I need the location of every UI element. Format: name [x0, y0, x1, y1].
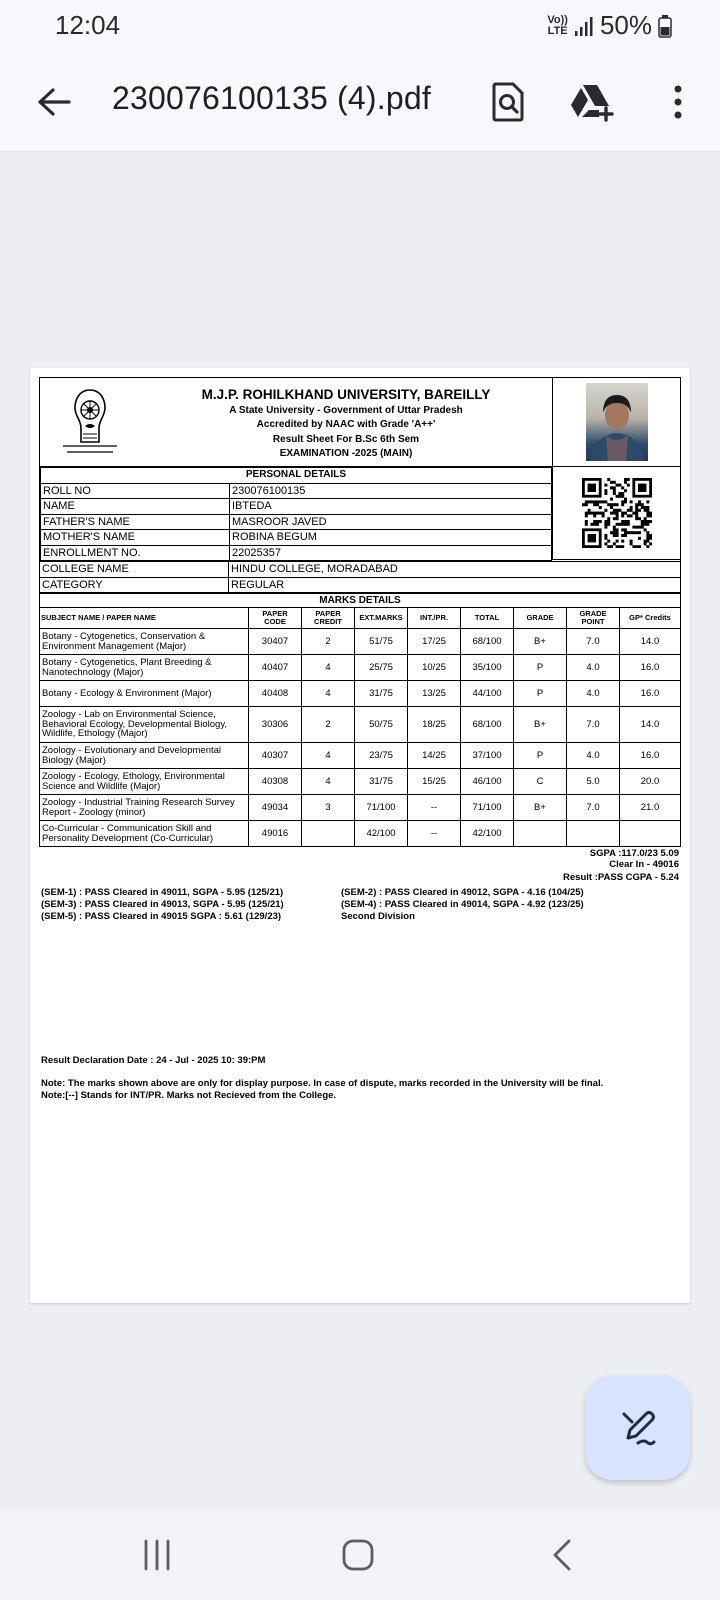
paper-code-cell: 40408 [249, 681, 302, 707]
subject-cell: Zoology - Ecology, Ethology, Environmental Science and Wildlife (Major) [40, 769, 249, 795]
int-pr-cell: 14/25 [408, 743, 461, 769]
ext-marks-cell: 25/75 [355, 655, 408, 681]
file-title: 230076100135 (4).pdf [112, 80, 431, 116]
note-line: Note:[--] Stands for INT/PR. Marks not Recieved from the College. [41, 1090, 337, 1101]
paper-code-cell: 49034 [249, 795, 302, 821]
home-icon [341, 1538, 375, 1572]
result-sheet-title: Result Sheet For B.Sc 6th Sem [272, 433, 420, 445]
search-in-document-icon [491, 82, 525, 122]
pdf-page[interactable] [30, 368, 690, 1303]
grade-point-cell: 7.0 [567, 629, 620, 655]
signal-icon [574, 15, 594, 37]
table-row [40, 681, 681, 707]
paper-code-cell: 40407 [249, 655, 302, 681]
paper-code-cell: 40308 [249, 769, 302, 795]
table-row [41, 514, 552, 530]
field-value: IBTEDA [230, 499, 552, 515]
field-value: MASROOR JAVED [230, 514, 552, 530]
document-header [39, 377, 681, 467]
header-paper-code: PAPER CODE [249, 608, 302, 629]
paper-credit-cell: 4 [302, 681, 355, 707]
paper-credit-cell: 2 [302, 707, 355, 743]
grade-point-cell: 4.0 [567, 743, 620, 769]
total-cell: 37/100 [461, 743, 514, 769]
ext-marks-cell: 51/75 [355, 629, 408, 655]
notes [39, 1078, 681, 1102]
field-label: NAME [41, 499, 230, 515]
semester-column-left [41, 887, 341, 923]
table-row [41, 545, 552, 561]
ext-marks-cell: 42/100 [355, 821, 408, 847]
int-pr-cell: 10/25 [408, 655, 461, 681]
paper-credit-cell: 3 [302, 795, 355, 821]
gp-credits-cell: 21.0 [620, 795, 681, 821]
save-to-drive-button[interactable] [566, 76, 618, 128]
grade-cell: P [514, 681, 567, 707]
table-row [40, 629, 681, 655]
grade-point-cell [567, 821, 620, 847]
subject-cell: Botany - Cytogenetics, Conservation & Environment Management (Major) [40, 629, 249, 655]
grade-point-cell: 4.0 [567, 655, 620, 681]
ext-marks-cell: 50/75 [355, 707, 408, 743]
table-row [40, 562, 681, 578]
university-subtitle: A State University - Government of Uttar Pradesh [229, 404, 463, 416]
semester-column-right [341, 887, 641, 923]
edit-pen-icon [618, 1408, 658, 1448]
int-pr-cell: -- [408, 795, 461, 821]
semester-line: (SEM-5) : PASS Cleared in 49015 SGPA : 5.61 (129/23) [41, 911, 282, 922]
gp-credits-cell: 16.0 [620, 743, 681, 769]
grade-point-cell: 7.0 [567, 795, 620, 821]
subject-cell: Zoology - Evolutionary and Developmental Biology (Major) [40, 743, 249, 769]
paper-code-cell: 49016 [249, 821, 302, 847]
back-icon [551, 1538, 573, 1572]
table-row [41, 499, 552, 515]
grade-point-cell: 7.0 [567, 707, 620, 743]
result-summary [39, 848, 681, 883]
note-line: Note: The marks shown above are only for display purpose. In case of dispute, marks recorded in the University will be final. [41, 1078, 604, 1089]
volte-indicator: Vo)) LTE [547, 13, 568, 37]
paper-credit-cell: 4 [302, 743, 355, 769]
paper-credit-cell: 2 [302, 629, 355, 655]
division: Second Division [341, 911, 415, 922]
grade-cell: P [514, 655, 567, 681]
header-gp-credits: GP* Credits [620, 608, 681, 629]
more-vert-icon [673, 84, 683, 120]
header-int-pr: INT./PR. [408, 608, 461, 629]
paper-code-cell: 40307 [249, 743, 302, 769]
student-photo-cell [552, 378, 680, 466]
table-row [40, 577, 681, 593]
gp-credits-cell: 16.0 [620, 681, 681, 707]
semester-line: (SEM-1) : PASS Cleared in 49011, SGPA - 5.95 (125/21) [41, 887, 284, 898]
marks-table [39, 607, 681, 847]
grade-cell: B+ [514, 795, 567, 821]
more-options-button[interactable] [652, 76, 704, 128]
header-grade: GRADE [514, 608, 567, 629]
int-pr-cell: -- [408, 821, 461, 847]
grade-cell: B+ [514, 707, 567, 743]
semester-history [39, 887, 681, 923]
battery-percent: 50% [599, 10, 652, 40]
drive-add-icon [569, 82, 615, 122]
edit-fab-button[interactable] [585, 1375, 690, 1480]
field-value: 22025357 [230, 545, 552, 561]
table-row [41, 483, 552, 499]
total-cell: 35/100 [461, 655, 514, 681]
status-bar [0, 0, 720, 52]
ext-marks-cell: 23/75 [355, 743, 408, 769]
marks-details-title: MARKS DETAILS [39, 593, 681, 607]
paper-credit-cell [302, 821, 355, 847]
field-label: CATEGORY [40, 577, 229, 593]
recent-apps-icon [142, 1539, 172, 1571]
table-row [40, 795, 681, 821]
header-subject: SUBJECT NAME / PAPER NAME [40, 608, 249, 629]
field-label: COLLEGE NAME [40, 562, 229, 578]
navigation-bar [0, 1510, 720, 1600]
subject-cell: Zoology - Industrial Training Research Survey Report - Zoology (minor) [40, 795, 249, 821]
total-cell: 68/100 [461, 707, 514, 743]
clear-in: Clear In - 49016 [609, 859, 679, 870]
back-button[interactable] [30, 78, 78, 126]
table-row [40, 707, 681, 743]
field-value: REGULAR [229, 577, 681, 593]
total-cell: 68/100 [461, 629, 514, 655]
field-label: ENROLLMENT NO. [41, 545, 230, 561]
nav-back-button[interactable] [532, 1530, 592, 1580]
status-indicators [547, 10, 672, 41]
status-time: 12:04 [55, 10, 121, 40]
student-photo [586, 383, 648, 461]
qr-code [582, 478, 652, 548]
subject-cell: Co-Curricular - Communication Skill and Personality Development (Co-Curricular) [40, 821, 249, 847]
examination: EXAMINATION -2025 (MAIN) [279, 448, 413, 459]
qr-code-cell [552, 467, 680, 560]
accreditation: Accredited by NAAC with Grade 'A++' [256, 419, 436, 430]
gp-credits-cell: 20.0 [620, 769, 681, 795]
gp-credits-cell: 14.0 [620, 629, 681, 655]
ext-marks-cell: 31/75 [355, 769, 408, 795]
field-label: FATHER'S NAME [41, 514, 230, 530]
int-pr-cell: 15/25 [408, 769, 461, 795]
grade-cell: B+ [514, 629, 567, 655]
total-cell: 42/100 [461, 821, 514, 847]
grade-cell: P [514, 743, 567, 769]
ext-marks-cell: 31/75 [355, 681, 408, 707]
total-cell: 71/100 [461, 795, 514, 821]
paper-code-cell: 30407 [249, 629, 302, 655]
field-value: HINDU COLLEGE, MORADABAD [229, 562, 681, 578]
table-row [40, 655, 681, 681]
header-grade-point: GRADE POINT [567, 608, 620, 629]
field-label: ROLL NO [41, 483, 230, 499]
app-bar [0, 52, 720, 152]
gp-credits-cell: 14.0 [620, 707, 681, 743]
semester-line: (SEM-2) : PASS Cleared in 49012, SGPA - 4.16 (104/25) [341, 887, 584, 898]
result-sheet [39, 377, 681, 1102]
sgpa: SGPA :117.0/23 5.09 [589, 848, 679, 859]
header-ext-marks: EXT.MARKS [355, 608, 408, 629]
gp-credits-cell: 16.0 [620, 655, 681, 681]
subject-cell: Botany - Cytogenetics, Plant Breeding & Nanotechnology (Major) [40, 655, 249, 681]
back-arrow-icon [37, 87, 71, 117]
int-pr-cell: 13/25 [408, 681, 461, 707]
semester-line: (SEM-4) : PASS Cleared in 49014, SGPA - 4.92 (123/25) [341, 899, 584, 910]
header-paper-credit: PAPER CREDIT [302, 608, 355, 629]
table-row [40, 821, 681, 847]
find-in-document-button[interactable] [482, 76, 534, 128]
university-name: M.J.P. ROHILKHAND UNIVERSITY, BAREILLY [201, 387, 491, 402]
total-cell: 46/100 [461, 769, 514, 795]
total-cell: 44/100 [461, 681, 514, 707]
int-pr-cell: 18/25 [408, 707, 461, 743]
university-logo [40, 378, 140, 466]
grade-point-cell: 5.0 [567, 769, 620, 795]
paper-credit-cell: 4 [302, 769, 355, 795]
subject-cell: Zoology - Lab on Environmental Science, Behavioral Ecology, Developmental Biology, Wildlife, Ethology (Major) [40, 707, 249, 743]
marks-body [40, 629, 681, 847]
paper-credit-cell: 4 [302, 655, 355, 681]
paper-code-cell: 30306 [249, 707, 302, 743]
table-row [41, 530, 552, 546]
result-cgpa: Result :PASS CGPA - 5.24 [563, 872, 679, 883]
declaration-date: Result Declaration Date : 24 - Jul - 2025 10: 39:PM [41, 1055, 266, 1066]
recent-apps-button[interactable] [127, 1530, 187, 1580]
grade-cell [514, 821, 567, 847]
field-label: MOTHER'S NAME [41, 530, 230, 546]
table-row [40, 743, 681, 769]
battery-icon [658, 14, 672, 38]
table-row [40, 769, 681, 795]
gp-credits-cell [620, 821, 681, 847]
int-pr-cell: 17/25 [408, 629, 461, 655]
header-text [140, 378, 552, 466]
subject-cell: Botany - Ecology & Environment (Major) [40, 681, 249, 707]
personal-details-table [40, 467, 552, 561]
ext-marks-cell: 71/100 [355, 795, 408, 821]
header-total: TOTAL [461, 608, 514, 629]
personal-details-section [39, 467, 681, 561]
college-category-table [39, 561, 681, 593]
semester-line: (SEM-3) : PASS Cleared in 49013, SGPA - 5.95 (125/21) [41, 899, 284, 910]
field-value: 230076100135 [230, 483, 552, 499]
field-value: ROBINA BEGUM [230, 530, 552, 546]
personal-details-title: PERSONAL DETAILS [41, 468, 552, 484]
marks-header-row [40, 608, 681, 629]
home-button[interactable] [328, 1530, 388, 1580]
grade-cell: C [514, 769, 567, 795]
grade-point-cell: 4.0 [567, 681, 620, 707]
